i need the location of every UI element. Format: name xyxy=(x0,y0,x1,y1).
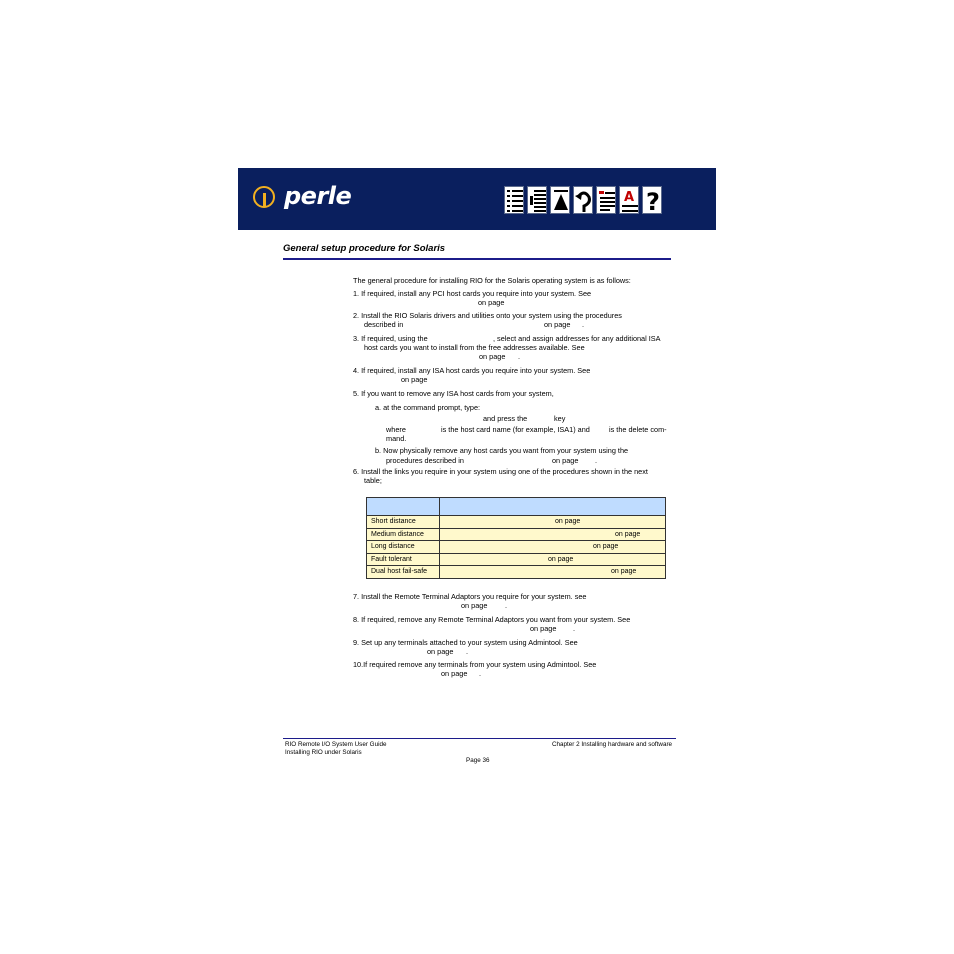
step-3-text-line2: host cards you want to install from the free addresses available. See xyxy=(364,343,585,352)
step-2-page-ref[interactable]: on page xyxy=(544,320,571,329)
step-5a-where-mid: is the host card name (for example, ISA1) and xyxy=(441,425,590,434)
step-7-period: . xyxy=(505,601,508,610)
index-icon[interactable] xyxy=(527,186,547,214)
footer-rule xyxy=(283,738,676,739)
svg-text:?: ? xyxy=(646,188,660,215)
step-2-text: 2. Install the RIO Solaris drivers and utilities onto your system using the procedures xyxy=(353,311,622,320)
table-header-row xyxy=(367,498,666,516)
step-5-text: 5. If you want to remove any ISA host cards from your system, xyxy=(353,389,554,398)
step-4-text: 4. If required, install any ISA host cards you require into your system. See xyxy=(353,366,591,375)
link-type-cell: Dual host fail-safe xyxy=(367,566,440,579)
step-8-period: . xyxy=(573,624,576,633)
section-title: General setup procedure for Solaris xyxy=(283,243,446,254)
page-ref-cell[interactable]: on page xyxy=(440,528,666,541)
step-5a-where-text: where xyxy=(386,425,406,434)
intro-text: The general procedure for installing RIO for the Solaris operating system is as follows: xyxy=(353,276,631,285)
step-10-page-ref[interactable]: on page xyxy=(441,669,468,678)
step-6-text-cont: table; xyxy=(364,476,382,485)
step-5a-text: a. at the command prompt, type: xyxy=(375,403,481,412)
table-row xyxy=(367,541,666,554)
table-header-cell xyxy=(440,498,666,516)
text-style-icon[interactable] xyxy=(619,186,639,214)
link-type-cell: Medium distance xyxy=(367,528,440,541)
step-9-page-ref[interactable]: on page xyxy=(427,647,454,656)
page-ref-cell[interactable]: on page xyxy=(440,553,666,566)
step-3-text: 3. If required, using the xyxy=(353,334,428,343)
step-7-page-ref[interactable]: on page xyxy=(461,601,488,610)
table-row xyxy=(367,553,666,566)
step-5a-press-text: and press the xyxy=(483,414,528,423)
perle-logo-stem xyxy=(263,193,266,207)
top-of-page-icon[interactable] xyxy=(550,186,570,214)
table-row xyxy=(367,528,666,541)
step-5b-page-ref[interactable]: on page xyxy=(552,456,579,465)
bookmark-document-icon[interactable] xyxy=(596,186,616,214)
step-9-period: . xyxy=(466,647,469,656)
step-9-text: 9. Set up any terminals attached to your system using Admintool. See xyxy=(353,638,578,647)
step-1-text: 1. If required, install any PCI host cards you require into your system. See xyxy=(353,289,592,298)
page-ref-cell[interactable]: on page xyxy=(440,516,666,529)
step-2-text-cont: described in xyxy=(364,320,404,329)
step-6-text: 6. Install the links you require in your system using one of the procedures shown in the next xyxy=(353,467,648,476)
page-ref-cell[interactable]: on page xyxy=(440,541,666,554)
step-5b-text: b. Now physically remove any host cards you want from your system using the xyxy=(375,446,629,455)
footer-section-title: Installing RIO under Solaris xyxy=(285,749,362,756)
link-procedures-table xyxy=(366,497,666,579)
step-10-text: 10.If required remove any terminals from your system using Admintool. See xyxy=(353,660,597,669)
step-2-period: . xyxy=(582,320,585,329)
table-row xyxy=(367,566,666,579)
step-8-page-ref[interactable]: on page xyxy=(530,624,557,633)
step-8-text: 8. If required, remove any Remote Terminal Adaptors you want from your system. See xyxy=(353,615,631,624)
step-3-period: . xyxy=(518,352,521,361)
link-type-cell: Short distance xyxy=(367,516,440,529)
contents-icon[interactable] xyxy=(504,186,524,214)
step-5a-key-text: key xyxy=(554,414,566,423)
step-5b-period: . xyxy=(595,456,598,465)
step-5b-text-cont: procedures described in xyxy=(386,456,464,465)
step-4-page-ref[interactable]: on page xyxy=(401,375,428,384)
footer-guide-title: RIO Remote I/O System User Guide xyxy=(285,741,387,748)
svg-text:A: A xyxy=(624,190,635,205)
help-icon[interactable] xyxy=(642,186,662,214)
perle-logo-text: perle xyxy=(284,182,352,210)
step-7-text: 7. Install the Remote Terminal Adaptors you require for your system. see xyxy=(353,592,587,601)
footer-chapter-title: Chapter 2 Installing hardware and software xyxy=(552,741,673,748)
table-row xyxy=(367,516,666,529)
step-5a-where-end: is the delete com- xyxy=(609,425,667,434)
step-5a-command-text: mand. xyxy=(386,434,407,443)
link-type-cell: Fault tolerant xyxy=(367,553,440,566)
step-3-text-cont: , select and assign addresses for any additional ISA xyxy=(493,334,661,343)
step-1-page-ref[interactable]: on page xyxy=(478,298,505,307)
link-type-cell: Long distance xyxy=(367,541,440,554)
back-icon[interactable] xyxy=(573,186,593,214)
title-rule xyxy=(283,258,671,260)
table-header-cell xyxy=(367,498,440,516)
step-3-page-ref[interactable]: on page xyxy=(479,352,506,361)
page-ref-cell[interactable]: on page xyxy=(440,566,666,579)
step-10-period: . xyxy=(479,669,482,678)
page-number: Page 36 xyxy=(466,757,490,764)
